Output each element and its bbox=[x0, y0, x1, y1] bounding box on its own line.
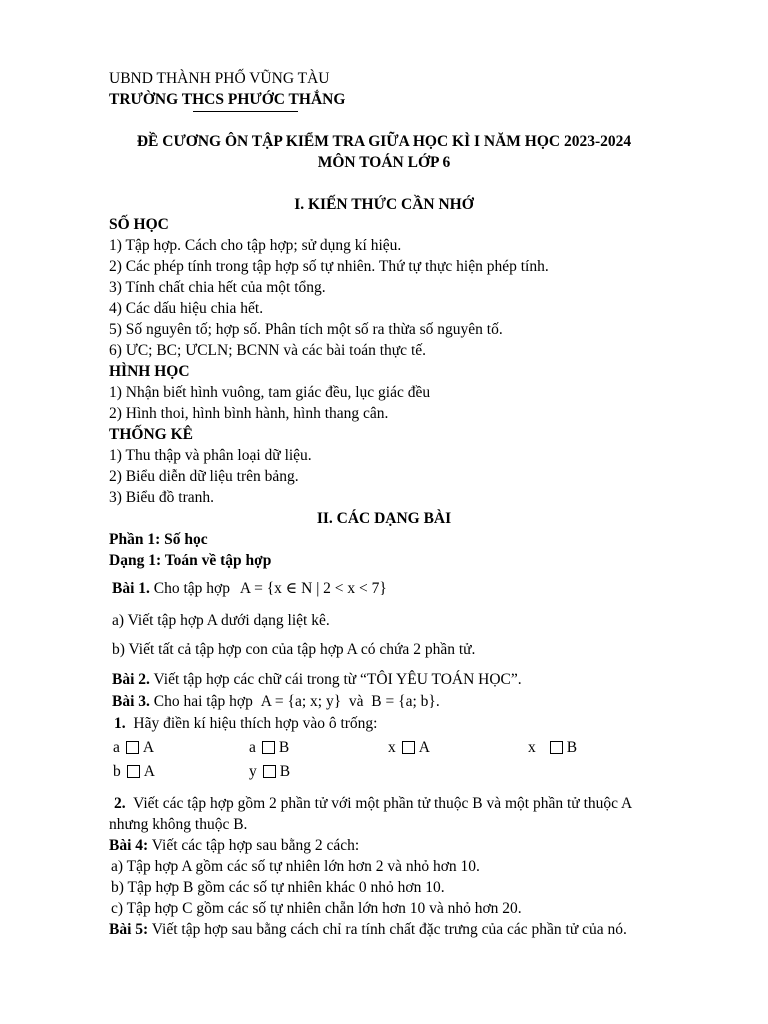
list-item: 5) Số nguyên tố; hợp số. Phân tích một số ra thừa số nguyên tố. bbox=[109, 321, 503, 338]
blank-box[interactable] bbox=[127, 765, 140, 778]
section1-heading: I. KIẾN THỨC CẦN NHỚ bbox=[294, 196, 474, 213]
blank-box[interactable] bbox=[126, 741, 139, 754]
blank-box[interactable] bbox=[262, 741, 275, 754]
list-item: 4) Các dấu hiệu chia hết. bbox=[109, 300, 264, 317]
list-item: 3) Tính chất chia hết của một tổng. bbox=[109, 279, 326, 296]
fill-cell-left: a bbox=[113, 739, 120, 756]
bai3-q1 bbox=[114, 715, 377, 733]
fill-cell bbox=[528, 739, 577, 757]
bai3-end: . bbox=[435, 693, 440, 710]
bai2-statement bbox=[112, 671, 522, 689]
bai1-part-b: b) Viết tất cả tập hợp con của tập hợp A có chứa 2 phần tử. bbox=[112, 641, 476, 658]
doc-title: ĐỀ CƯƠNG ÔN TẬP KIỂM TRA GIỮA HỌC KÌ I NĂM HỌC 2023-2024 bbox=[136, 133, 632, 150]
blank-box[interactable] bbox=[263, 765, 276, 778]
bai4-label: Bài 4: bbox=[109, 837, 149, 854]
bai4-part-b: b) Tập hợp B gồm các số tự nhiên khác 0 nhỏ hơn 10. bbox=[111, 879, 445, 896]
fill-cell bbox=[249, 739, 289, 757]
bai3-label: Bài 3. bbox=[112, 693, 150, 710]
blank-box[interactable] bbox=[550, 741, 563, 754]
list-item: 3) Biểu đồ tranh. bbox=[109, 489, 215, 506]
bai1-text: Cho tập hợp bbox=[149, 580, 234, 597]
fill-cell-right: A bbox=[142, 739, 155, 756]
bai3-q1-text: Hãy điền kí hiệu thích hợp vào ô trống: bbox=[125, 715, 378, 732]
bai3-q2-number: 2. bbox=[114, 795, 126, 812]
fill-cell-right: A bbox=[418, 739, 430, 756]
fill-cell bbox=[388, 739, 430, 757]
bai3-statement bbox=[112, 693, 440, 711]
header-authority: UBND THÀNH PHỐ VŨNG TÀU bbox=[109, 70, 330, 87]
bai2-text: Viết tập hợp các chữ cái trong từ “TÔI YÊU TOÁN HỌC”. bbox=[149, 671, 522, 688]
fill-cell-left: x bbox=[388, 739, 396, 756]
thong-ke-heading: THỐNG KÊ bbox=[109, 426, 193, 443]
list-item: 2) Biểu diễn dữ liệu trên bảng. bbox=[109, 468, 299, 485]
fill-cell-right: B bbox=[566, 739, 578, 756]
fill-cell-right: B bbox=[278, 739, 290, 756]
list-item: 2) Hình thoi, hình bình hành, hình thang cân. bbox=[109, 405, 389, 422]
fill-cell bbox=[249, 763, 290, 781]
fill-cell-left: x bbox=[528, 739, 536, 756]
bai3-formula-a: A = {a; x; y} bbox=[260, 693, 342, 710]
fill-cell-right: B bbox=[279, 763, 291, 780]
list-item: 2) Các phép tính trong tập hợp số tự nhiên. Thứ tự thực hiện phép tính. bbox=[109, 258, 549, 275]
bai5-text: Viết tập hợp sau bằng cách chỉ ra tính chất đặc trưng của các phần tử của nó. bbox=[148, 921, 627, 938]
list-item: 1) Tập hợp. Cách cho tập hợp; sử dụng kí hiệu. bbox=[109, 237, 402, 254]
bai3-text: Cho hai tập hợp bbox=[149, 693, 257, 710]
bai4-part-a: a) Tập hợp A gồm các số tự nhiên lớn hơn 2 và nhỏ hơn 10. bbox=[111, 858, 480, 875]
bai4-statement bbox=[109, 837, 359, 855]
blank-box[interactable] bbox=[402, 741, 415, 754]
part-heading: Phần 1: Số học bbox=[109, 531, 208, 548]
bai1-part-a: a) Viết tập hợp A dưới dạng liệt kê. bbox=[112, 612, 330, 629]
fill-cell-right: A bbox=[143, 763, 155, 780]
list-item: 1) Nhận biết hình vuông, tam giác đều, lục giác đều bbox=[109, 384, 431, 401]
header-underline bbox=[193, 111, 298, 112]
fill-cell-left: b bbox=[113, 763, 121, 780]
bai3-q2-line2: nhưng không thuộc B. bbox=[109, 816, 248, 833]
bai3-q2 bbox=[114, 795, 632, 813]
hinh-hoc-heading: HÌNH HỌC bbox=[109, 363, 190, 380]
bai1-label: Bài 1. bbox=[112, 580, 150, 597]
header-school: TRƯỜNG THCS PHƯỚC THẮNG bbox=[109, 91, 346, 108]
fill-cell bbox=[113, 763, 155, 781]
fill-cell-left: a bbox=[249, 739, 256, 756]
list-item: 1) Thu thập và phân loại dữ liệu. bbox=[109, 447, 312, 464]
bai1-formula: A = {x ∈ N | 2 < x < 7} bbox=[239, 580, 387, 597]
bai4-part-c: c) Tập hợp C gồm các số tự nhiên chẵn lớn hơn 10 và nhỏ hơn 20. bbox=[111, 900, 522, 917]
section2-heading: II. CÁC DẠNG BÀI bbox=[316, 510, 452, 527]
bai3-formula-b: B = {a; b} bbox=[371, 693, 436, 710]
fill-cell bbox=[113, 739, 154, 757]
bai2-label: Bài 2. bbox=[112, 671, 150, 688]
bai3-q1-number: 1. bbox=[114, 715, 126, 732]
dang-heading: Dạng 1: Toán về tập hợp bbox=[109, 552, 272, 569]
list-item: 6) ƯC; BC; ƯCLN; BCNN và các bài toán thực tế. bbox=[109, 342, 427, 359]
bai3-and: và bbox=[341, 693, 372, 710]
bai3-q2-line1: Viết các tập hợp gồm 2 phần tử với một phần tử thuộc B và một phần tử thuộc A bbox=[125, 795, 633, 812]
bai5-label: Bài 5: bbox=[109, 921, 149, 938]
bai1-statement bbox=[112, 580, 387, 598]
fill-cell-left: y bbox=[249, 763, 257, 780]
bai4-text: Viết các tập hợp sau bằng 2 cách: bbox=[148, 837, 360, 854]
bai5-statement bbox=[109, 921, 627, 939]
so-hoc-heading: SỐ HỌC bbox=[109, 216, 169, 233]
doc-subtitle: MÔN TOÁN LỚP 6 bbox=[317, 154, 451, 171]
